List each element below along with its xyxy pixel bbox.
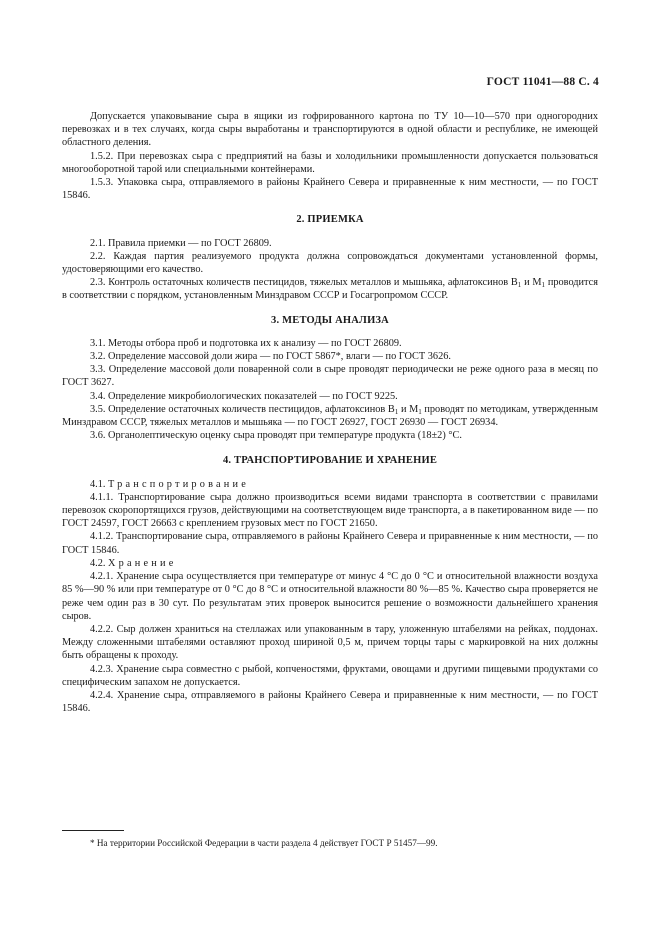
subsection-4-2-heading	[62, 557, 598, 570]
text-run: и M	[398, 403, 419, 415]
document-body	[62, 78, 598, 715]
subscript: 1	[517, 281, 522, 290]
paragraph-4-2-4: 4.2.4. Хранение сыра, отправляемого в районы Крайнего Севера и приравненные к ним местности, — по ГОСТ 15846.	[62, 689, 598, 715]
paragraph-3-3: 3.3. Определение массовой доли поваренной соли в сыре проводят периодически не реже одного раза в месяц по ГОСТ 3627.	[62, 364, 598, 389]
paragraph-4-2-2: 4.2.2. Сыр должен храниться на стеллажах или упакованным в тару, уложенную штабелями на рейках, поддонах. Между сложенными штабелями оставляют проход шириной 0,5 м, причем торцы тары с маркировкой на них должны быть обращены к проходу.	[62, 623, 598, 662]
paragraph-2-2: 2.2. Каждая партия реализуемого продукта должна сопровождаться документами установленной формы, удостоверяющими его качество.	[62, 250, 598, 276]
subsection-number: 4.2.	[90, 557, 106, 569]
intro-paragraph-2: 1.5.2. При перевозках сыра с предприятий на базы и холодильники промышленности допускается пользоваться многооборотной тарой или специальными контейнерами.	[62, 150, 598, 175]
intro-paragraph-1: Допускается упаковывание сыра в ящики из гофрированного картона по ТУ 10—10—570 при одногородних перевозках и в тех случаях, когда сыры выработаны и транспортируются в одной области и республике, не имеющей областного деления.	[62, 111, 598, 149]
paragraph-3-5	[62, 403, 598, 429]
subscript: 1	[541, 281, 546, 290]
subsection-title: Хранение	[108, 557, 177, 569]
paragraph-3-1: 3.1. Методы отбора проб и подготовка их к анализу — по ГОСТ 26809.	[90, 337, 402, 349]
subscript: 1	[394, 407, 399, 416]
subsection-title: Транспортирование	[108, 478, 249, 490]
page-header: ГОСТ 11041—88 С. 4	[486, 76, 599, 88]
paragraph-2-1: 2.1. Правила приемки — по ГОСТ 26809.	[90, 237, 272, 249]
subscript: 1	[418, 407, 422, 416]
subsection-number: 4.1.	[90, 478, 106, 490]
paragraph-4-2-3: 4.2.3. Хранение сыра совместно с рыбой, копченостями, фруктами, овощами и другими пищевыми продуктами со специфическим запахом не допускается.	[62, 663, 598, 688]
section-3-title: 3. МЕТОДЫ АНАЛИЗА	[271, 314, 389, 326]
text-run: проводят по методикам, утвержденным Минздравом СССР, тяжелых металлов и мышьяка — по ГОСТ 26927, ГОСТ 26930 — ГОСТ 26934.	[62, 403, 598, 429]
section-4-title: 4. ТРАНСПОРТИРОВАНИЕ И ХРАНЕНИЕ	[222, 455, 438, 467]
footnote-divider	[62, 830, 124, 831]
paragraph-4-2-1: 4.2.1. Хранение сыра осуществляется при температуре от минус 4 °С до 0 °С и относительной влажности воздуха 85 %—90 % или при температуре от 0 °С до 8 °С и относительной влажности 80 %—85 %. Качество сыра проверяется не реже чем один раз в 30 сут. По результатам этих проверок выносится решение о возможности дальнейшего хранения сыров.	[62, 571, 598, 622]
subsection-4-1-heading	[62, 478, 598, 491]
section-2-title: 2. ПРИЕМКА	[296, 214, 364, 226]
intro-paragraph-3: 1.5.3. Упаковка сыра, отправляемого в районы Крайнего Севера и приравненные к ним местности, — по ГОСТ 15846.	[62, 177, 598, 202]
paragraph-4-1-1: 4.1.1. Транспортирование сыра должно производиться всеми видами транспорта в соответствии с правилами перевозок скоропортящихся грузов, действующими на соответствующем виде транспорта, а в пакетированном виде — по ГОСТ 24597, ГОСТ 26663 с креплением грузовых мест по ГОСТ 21650.	[62, 491, 598, 530]
text-run: 2.3. Контроль остаточных количеств пестицидов, тяжелых металлов и мышьяка, афлатоксинов B	[90, 277, 518, 289]
paragraph-3-2: 3.2. Определение массовой доли жира — по ГОСТ 5867*, влаги — по ГОСТ 3626.	[90, 351, 451, 363]
paragraph-3-6: 3.6. Органолептическую оценку сыра проводят при температуре продукта (18±2) °С.	[90, 430, 462, 442]
paragraph-4-1-2: 4.1.2. Транспортирование сыра, отправляемого в районы Крайнего Севера и приравненные к ним местности, — по ГОСТ 15846.	[62, 531, 598, 556]
paragraph-2-3	[62, 276, 598, 302]
text-run: и M	[521, 277, 542, 289]
footnote: * На территории Российской Федерации в части раздела 4 действует ГОСТ Р 51457—99.	[90, 838, 438, 848]
text-run: проводится в соответствии с порядком, установленным Минздравом СССР и Госагропромом СССР.	[62, 277, 598, 302]
paragraph-3-4: 3.4. Определение микробиологических показателей — по ГОСТ 9225.	[90, 390, 398, 402]
text-run: 3.5. Определение остаточных количеств пестицидов, афлатоксинов B	[90, 403, 395, 415]
